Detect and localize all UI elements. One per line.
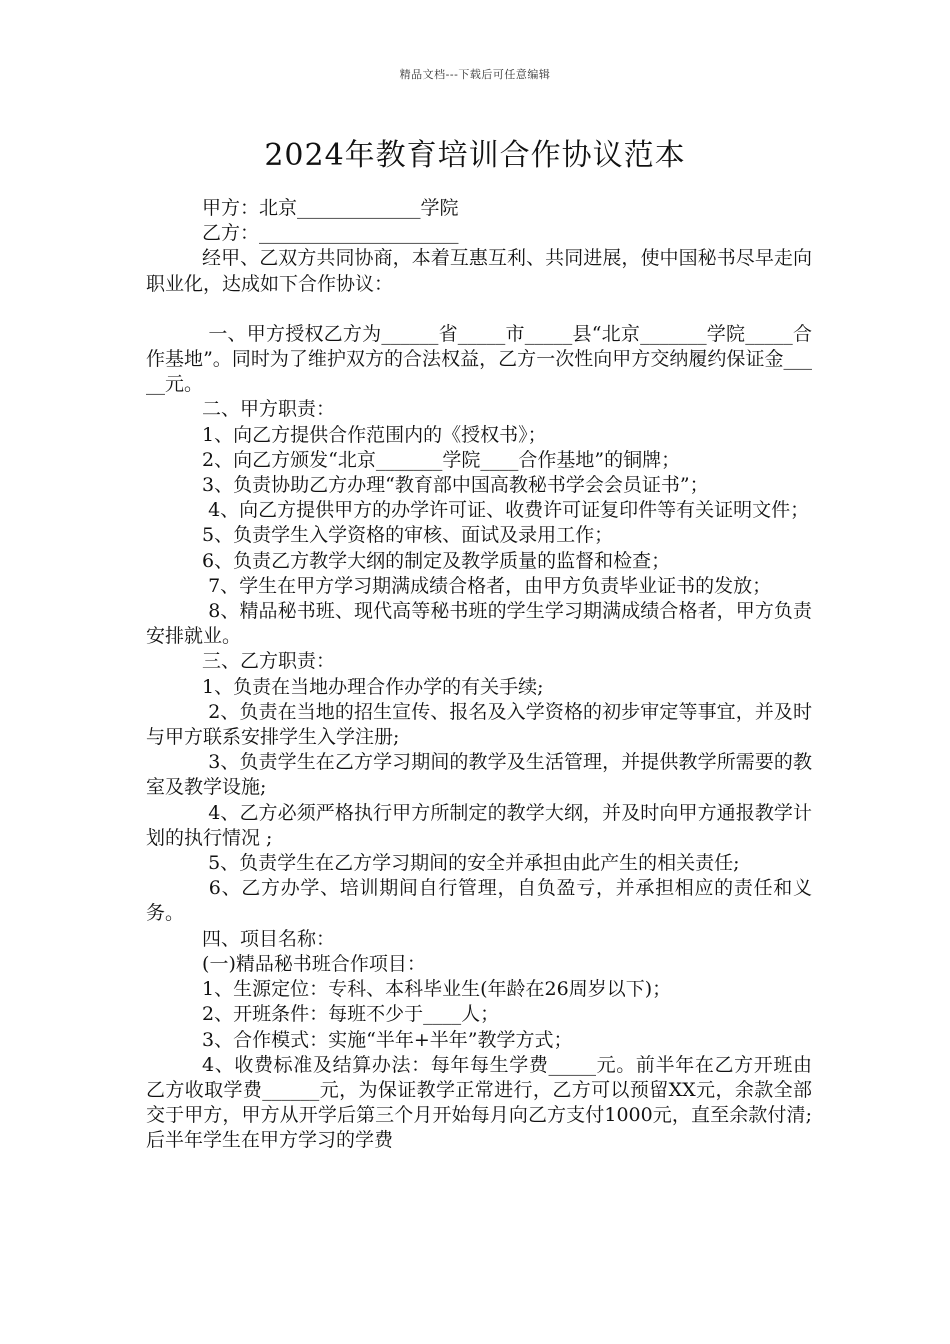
paragraph: 4、乙方必须严格执行甲方所制定的教学大纲，并及时向甲方通报教学计划的执行情况 ; — [146, 801, 813, 849]
paragraph: 二、甲方职责： — [202, 398, 336, 421]
blank-line — [146, 297, 812, 322]
paragraph: 甲方：北京_____________学院 — [202, 197, 459, 219]
paragraph: 3、负责协助乙方办理“教育部中国高教秘书学会会员证书”； — [202, 474, 709, 497]
paragraph: 3、负责学生在乙方学习期间的教学及生活管理，并提供教学所需要的教室及教学设施; — [146, 751, 813, 799]
paragraph: 3、合作模式：实施“半年+半年”教学方式； — [202, 1028, 573, 1051]
paragraph: 8、精品秘书班、现代高等秘书班的学生学习期满成绩合格者，甲方负责安排就业。 — [146, 600, 813, 648]
paragraph: 1、向乙方提供合作范围内的《授权书》； — [202, 423, 547, 446]
paragraph: 2、向乙方颁发“北京_______学院____合作基地”的铜牌； — [202, 448, 681, 471]
paragraph: 四、项目名称： — [202, 927, 336, 950]
paragraph: 2、开班条件：每班不少于____人； — [202, 1003, 500, 1026]
paragraph: 三、乙方职责： — [202, 650, 336, 673]
header-note: 精品文档---下载后可任意编辑 — [399, 68, 551, 81]
paragraph: 一、甲方授权乙方为______省_____市_____县“北京_______学院_____合作基地”。同时为了维护双方的合法权益，乙方一次性向甲方交纳履约保证金_____元。 — [146, 322, 812, 396]
document-body — [146, 196, 812, 1154]
paragraph: 6、乙方办学、培训期间自行管理，自负盈亏，并承担相应的责任和义务。 — [146, 877, 812, 925]
paragraph: 2、负责在当地的招生宣传、报名及入学资格的初步审定等事宜，并及时与甲方联系安排学生入学注册; — [146, 700, 813, 749]
paragraph: 5、负责学生在乙方学习期间的安全并承担由此产生的相关责任; — [202, 852, 740, 875]
paragraph: 乙方：_____________________ — [202, 222, 459, 245]
paragraph: 6、负责乙方教学大纲的制定及教学质量的监督和检查； — [202, 549, 671, 572]
document-title: 2024年教育培训合作协议范本 — [264, 138, 686, 173]
paragraph: 1、生源定位：专科、本科毕业生(年龄在26周岁以下)； — [202, 978, 672, 1001]
paragraph: 4、向乙方提供甲方的办学许可证、收费许可证复印件等有关证明文件； — [202, 499, 810, 522]
paragraph: 5、负责学生入学资格的审核、面试及录用工作； — [202, 524, 614, 547]
paragraph: 经甲、乙双方共同协商，本着互惠互利、共同进展，使中国秘书尽早走向职业化，达成如下合作协议： — [146, 247, 812, 295]
paragraph: 7、学生在甲方学习期满成绩合格者，由甲方负责毕业证书的发放； — [202, 574, 772, 597]
paragraph: 1、负责在当地办理合作办学的有关手续; — [202, 675, 544, 698]
paragraph: (一)精品秘书班合作项目： — [202, 952, 426, 975]
paragraph: 4、收费标准及结算办法：每年每生学费_____元。前半年在乙方开班由乙方收取学费______元，为保证教学正常进行，乙方可以预留XX元，余款全部交于甲方，甲方从开学后第三个月开始每月向乙方支付1000元，直至余款付清;后半年学生在甲方学习的学费 — [146, 1053, 812, 1152]
